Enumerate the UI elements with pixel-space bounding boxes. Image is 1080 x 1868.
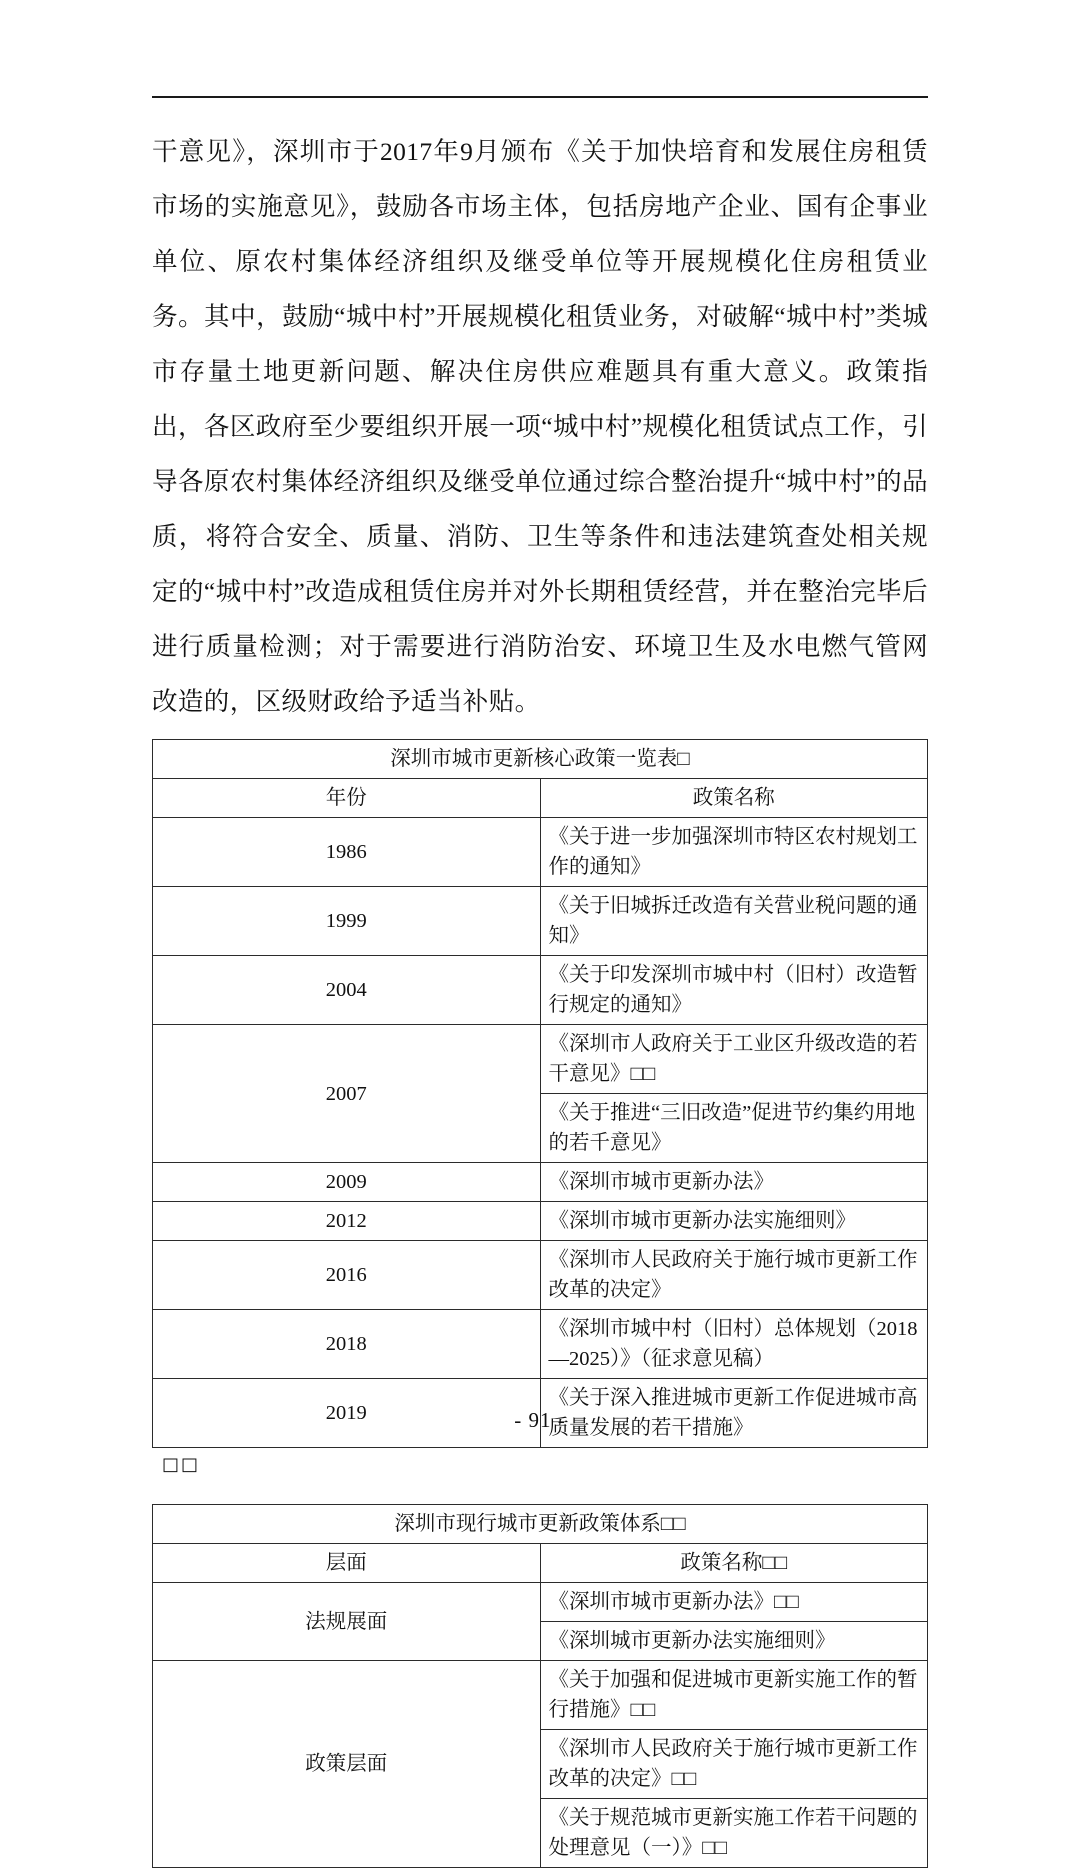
table-row xyxy=(153,1583,928,1622)
table1-year: 1986 xyxy=(153,818,541,887)
policy-overview-table xyxy=(152,739,928,1448)
table1-year: 2007 xyxy=(153,1025,541,1163)
table1-policy-name: 《深圳市人民政府关于施行城市更新工作改革的决定》 xyxy=(540,1241,928,1310)
table-row xyxy=(153,1241,928,1310)
table1-year: 1999 xyxy=(153,887,541,956)
table2-policy-name: 《深圳市城市更新办法》□□ xyxy=(540,1583,928,1622)
table-row xyxy=(153,1202,928,1241)
table1-policy-name: 《深圳市城中村（旧村）总体规划（2018—2025）》（征求意见稿） xyxy=(540,1310,928,1379)
table1-policy-name: 《关于推进“三旧改造”促进节约集约用地的若千意见》 xyxy=(540,1094,928,1163)
table1-title: 深圳市城市更新核心政策一览表□ xyxy=(153,740,928,779)
table1-policy-name: 《关于旧城拆迁改造有关营业税问题的通知》 xyxy=(540,887,928,956)
table2-header-level: 层面 xyxy=(153,1544,541,1583)
table1-year: 2019 xyxy=(153,1379,541,1448)
table1-year: 2009 xyxy=(153,1163,541,1202)
table1-policy-name: 《深圳市城市更新办法实施细则》 xyxy=(540,1202,928,1241)
table-title-row xyxy=(153,740,928,779)
table2-level: 法规展面 xyxy=(153,1583,541,1661)
body-paragraph: 干意见》，深圳市于2017年9月颁布《关于加快培育和发展住房租赁市场的实施意见》，鼓励各市场主体，包括房地产企业、国有企事业单位、原农村集体经济组织及继受单位等开展规模化住房租赁业务。其中，鼓励“城中村”开展规模化租赁业务，对破解“城中村”类城市存量土地更新问题、解决住房供应难题具有重大意义。政策指出，各区政府至少要组织开展一项“城中村”规模化租赁试点工作，引导各原农村集体经济组织及继受单位通过综合整治提升“城中村”的品质，将符合安全、质量、消防、卫生等条件和违法建筑查处相关规定的“城中村”改造成租赁住房并对外长期租赁经营，并在整治完毕后进行质量检测；对于需要进行消防治安、环境卫生及水电燃气管网改造的，区级财政给予适当补贴。 xyxy=(152,137,928,716)
table1-policy-name: 《深圳市人政府关于工业区升级改造的若干意见》□□ xyxy=(540,1025,928,1094)
page-number: - 91 - xyxy=(514,1408,566,1432)
page-content xyxy=(152,124,928,1868)
table1-year: 2012 xyxy=(153,1202,541,1241)
table1-year: 2004 xyxy=(153,956,541,1025)
table1-year: 2016 xyxy=(153,1241,541,1310)
table-row xyxy=(153,1163,928,1202)
table-header-row xyxy=(153,1544,928,1583)
table2-policy-name: 《关于规范城市更新实施工作若干问题的处理意见（一）》□□ xyxy=(540,1799,928,1868)
table2-policy-name: 《深圳城市更新办法实施细则》 xyxy=(540,1622,928,1661)
table2-policy-name: 《深圳市人民政府关于施行城市更新工作改革的决定》□□ xyxy=(540,1730,928,1799)
table1-policy-name: 《关于进一步加强深圳市特区农村规划工作的通知》 xyxy=(540,818,928,887)
table-row xyxy=(153,887,928,956)
policy-system-table xyxy=(152,1504,928,1868)
table1-trailing-marks: □□ xyxy=(162,1454,201,1475)
table1-policy-name: 《关于深入推进城市更新工作促进城市高质量发展的若干措施》 xyxy=(540,1379,928,1448)
table1-policy-name: 《关于印发深圳市城中村（旧村）改造暂行规定的通知》 xyxy=(540,956,928,1025)
table-header-row xyxy=(153,779,928,818)
header-rule xyxy=(152,96,928,98)
table-row xyxy=(153,818,928,887)
table2-title: 深圳市现行城市更新政策体系□□ xyxy=(153,1505,928,1544)
table2-policy-name: 《关于加强和促进城市更新实施工作的暂行措施》□□ xyxy=(540,1661,928,1730)
table1-year: 2018 xyxy=(153,1310,541,1379)
table1-header-year: 年份 xyxy=(153,779,541,818)
table-spacer xyxy=(152,1480,928,1494)
table-title-row xyxy=(153,1505,928,1544)
table-row xyxy=(153,1025,928,1094)
table2-level: 政策层面 xyxy=(153,1661,541,1868)
table-row xyxy=(153,956,928,1025)
table-row xyxy=(153,1310,928,1379)
table1-policy-name: 《深圳市城市更新办法》 xyxy=(540,1163,928,1202)
table-row xyxy=(153,1661,928,1730)
table2-header-name: 政策名称□□ xyxy=(540,1544,928,1583)
table1-header-name: 政策名称 xyxy=(540,779,928,818)
